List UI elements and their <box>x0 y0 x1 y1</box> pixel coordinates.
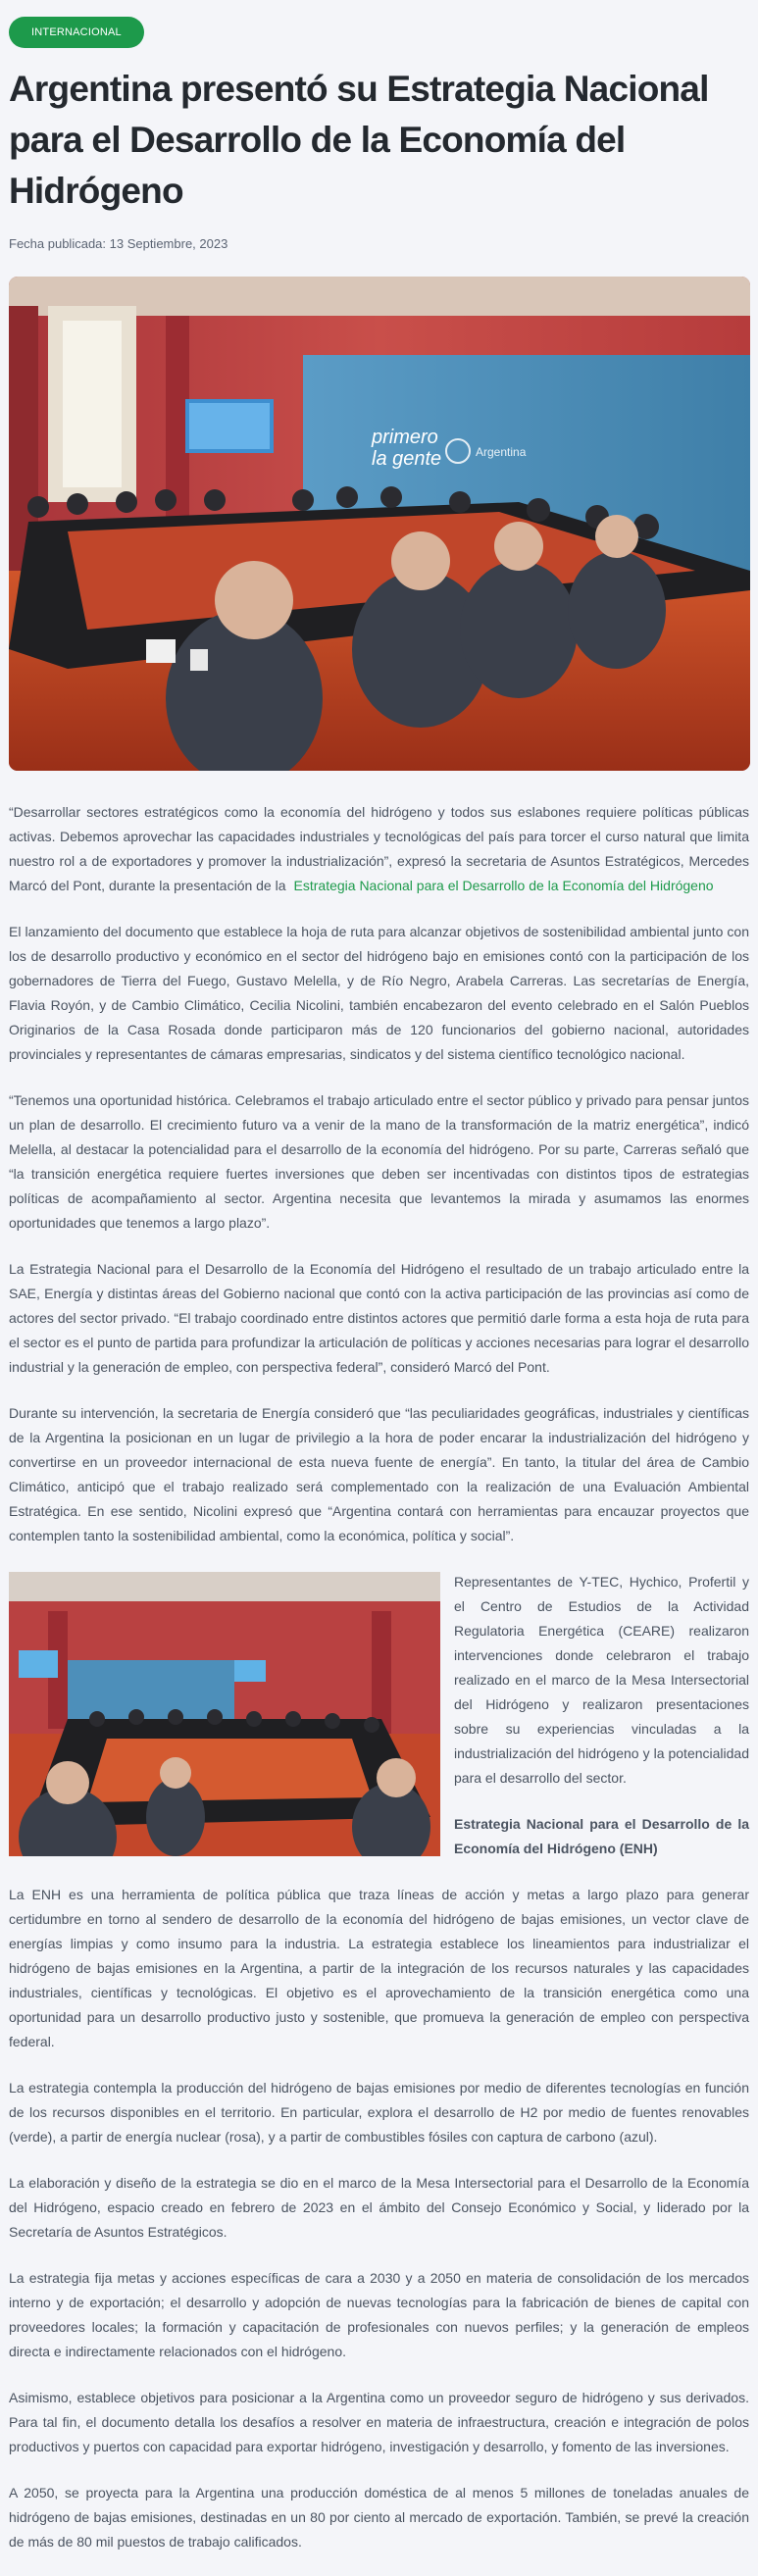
paragraph-4: La Estrategia Nacional para el Desarrollo de la Economía del Hidrógeno el resultado de un trabajo articulado entre la SAE, Energía y distintas áreas del Gobierno nacional que contó con la activa participación de las provincias así como de actores del sector privado. “El trabajo coordinado entre distintos actores que permitió darle forma a esta hoja de ruta para el sector es el punto de partida para profundizar la articulación de políticas y acciones necesarias para lograr el desarrollo industrial y la generación de empleo, con perspectiva federal”, consideró Marcó del Pont. <box>9 1261 749 1375</box>
article-body <box>9 800 749 2554</box>
banner-text-3: Argentina <box>476 445 527 459</box>
paragraph-9: La elaboración y diseño de la estrategia se dio en el marco de la Mesa Intersectorial para el Desarrollo de la Economía del Hidrógeno, espacio creado en febrero de 2023 en el ámbito del Consejo Económico y Social, y liderado por la Secretaría de Asuntos Estratégicos. <box>9 2175 749 2240</box>
paragraph-1 <box>9 800 749 898</box>
meeting-photo-illustration <box>9 277 750 771</box>
paragraph-11: Asimismo, establece objetivos para posicionar a la Argentina como un proveedor seguro de hidrógeno y sus derivados. Para tal fin, el documento detalla los desafíos a resolver en materia de infraestructura, creación e integración de polos productivos y puertos con capacidad para exportar hidrógeno, investigación y desarrollo, y fomento de las inversiones. <box>9 2390 749 2454</box>
banner-text-1: primero <box>372 427 438 448</box>
strategy-link[interactable]: Estrategia Nacional para el Desarrollo de la Economía del Hidrógeno <box>293 878 714 893</box>
banner-text-2: la gente <box>372 448 442 470</box>
paragraph-12: A 2050, se proyecta para la Argentina una producción doméstica de al menos 5 millones de toneladas anuales de hidrógeno de bajas emisiones, destinadas en un 80 por ciento al mercado de exportación. También, se prevé la creación de más de 80 mil puestos de trabajo calificados. <box>9 2485 749 2550</box>
paragraph-5: Durante su intervención, la secretaria de Energía consideró que “las peculiaridades geográficas, industriales y científicas de la Argentina la posicionan en un lugar de privilegio a la hora de poder encarar la industrialización del hidrógeno y convertirse en un proveedor internacional de esta nueva fuente de energía”. En tanto, la titular del área de Cambio Climático, anticipó que el trabajo realizado será complementado con la realización de una Evaluación Ambiental Estratégica. En ese sentido, Nicolini expresó que “Argentina contará con herramientas para encauzar proyectos que contemplen tanto la sostenibilidad ambiental, como la económica, política y social”. <box>9 1405 749 1543</box>
category-badge[interactable]: INTERNACIONAL <box>9 17 144 48</box>
hero-photo <box>9 277 750 771</box>
paragraph-10: La estrategia fija metas y acciones específicas de cara a 2030 y a 2050 en materia de consolidación de los mercados interno y de exportación; el desarrollo y adopción de nuevas tecnologías para la fabricación de bienes de capital con proveedores locales; la formación y capacitación de profesionales con nuevos perfiles; y la generación de empleos directa e indirectamente relacionados con el hidrógeno. <box>9 2270 749 2359</box>
publish-date: Fecha publicada: 13 Septiembre, 2023 <box>9 236 228 251</box>
conference-room-illustration <box>9 1572 440 1856</box>
section-subheading: Estrategia Nacional para el Desarrollo de la Economía del Hidrógeno (ENH) <box>454 1816 749 1856</box>
inline-photo <box>9 1572 440 1856</box>
paragraph-3: “Tenemos una oportunidad histórica. Celebramos el trabajo articulado entre el sector público y privado para pensar juntos un plan de desarrollo. El crecimiento futuro va a venir de la mano de la transformación de la matriz energética”, indicó Melella, al destacar la potencialidad para el desarrollo de la economía del hidrógeno. Por su parte, Carreras señaló que “la transición energética requiere fuertes inversiones que deben ser incentivadas con distintos tipos de estrategias políticas de acompañamiento al sector. Argentina necesita que levantemos la mirada y asumamos las enormes oportunidades que tenemos a largo plazo”. <box>9 1092 749 1231</box>
paragraph-6: Representantes de Y-TEC, Hychico, Profertil y el Centro de Estudios de la Actividad Regulatoria Energética (CEARE) realizaron intervenciones donde celebraron el trabajo realizado en el marco de la Mesa Intersectorial del Hidrógeno y realizaron presentaciones sobre su experiencias vinculadas a la industrialización del hidrógeno y la potencialidad para el desarrollo del sector. <box>454 1574 749 1786</box>
paragraph-7: La ENH es una herramienta de política pública que traza líneas de acción y metas a largo plazo para generar certidumbre en torno al sendero de desarrollo de la economía del hidrógeno de bajas emisiones, un vector clave de energías limpias y como insumo para la industria. La estrategia establece los lineamientos para industrializar el hidrógeno de bajas emisiones en la Argentina, a partir de la integración de los recursos naturales y las capacidades industriales, científicas y tecnológicas. El objetivo es el aprovechamiento de la transición energética como una oportunidad para un desarrollo productivo justo y sostenible, que promueva la generación de empleo con perspectiva federal. <box>9 1887 749 2049</box>
paragraph-1-text: “Desarrollar sectores estratégicos como la economía del hidrógeno y todos sus eslabones requiere políticas públicas activas. Debemos aprovechar las capacidades industriales y tecnológicas del país para torcer el curso natural que limita nuestro rol a de exportadores y promover la industrialización”, expresó la secretaria de Asuntos Estratégicos, Mercedes Marcó del Pont, durante la presentación de la <box>9 804 749 893</box>
paragraph-2: El lanzamiento del documento que establece la hoja de ruta para alcanzar objetivos de sostenibilidad ambiental junto con los de desarrollo productivo y económico en el sector del hidrógeno bajo en emisiones contó con la participación de los gobernadores de Tierra del Fuego, Gustavo Melella, y de Río Negro, Arabela Carreras. Las secretarías de Energía, Flavia Royón, y de Cambio Climático, Cecilia Nicolini, también encabezaron del evento celebrado en el Salón Pueblos Originarios de la Casa Rosada donde participaron más de 120 funcionarios del gobierno nacional, autoridades provinciales y representantes de cámaras empresarias, sindicatos y del sistema científico tecnológico nacional. <box>9 924 749 1062</box>
article-title: Argentina presentó su Estrategia Nacional para el Desarrollo de la Economía del Hidrógeno <box>9 69 709 211</box>
paragraph-8: La estrategia contempla la producción del hidrógeno de bajas emisiones por medio de diferentes tecnologías en función de los recursos disponibles en el territorio. En particular, explora el desarrollo de H2 por medio de fuentes renovables (verde), a partir de energía nuclear (rosa), y a partir de combustibles fósiles con captura de carbono (azul). <box>9 2080 749 2145</box>
